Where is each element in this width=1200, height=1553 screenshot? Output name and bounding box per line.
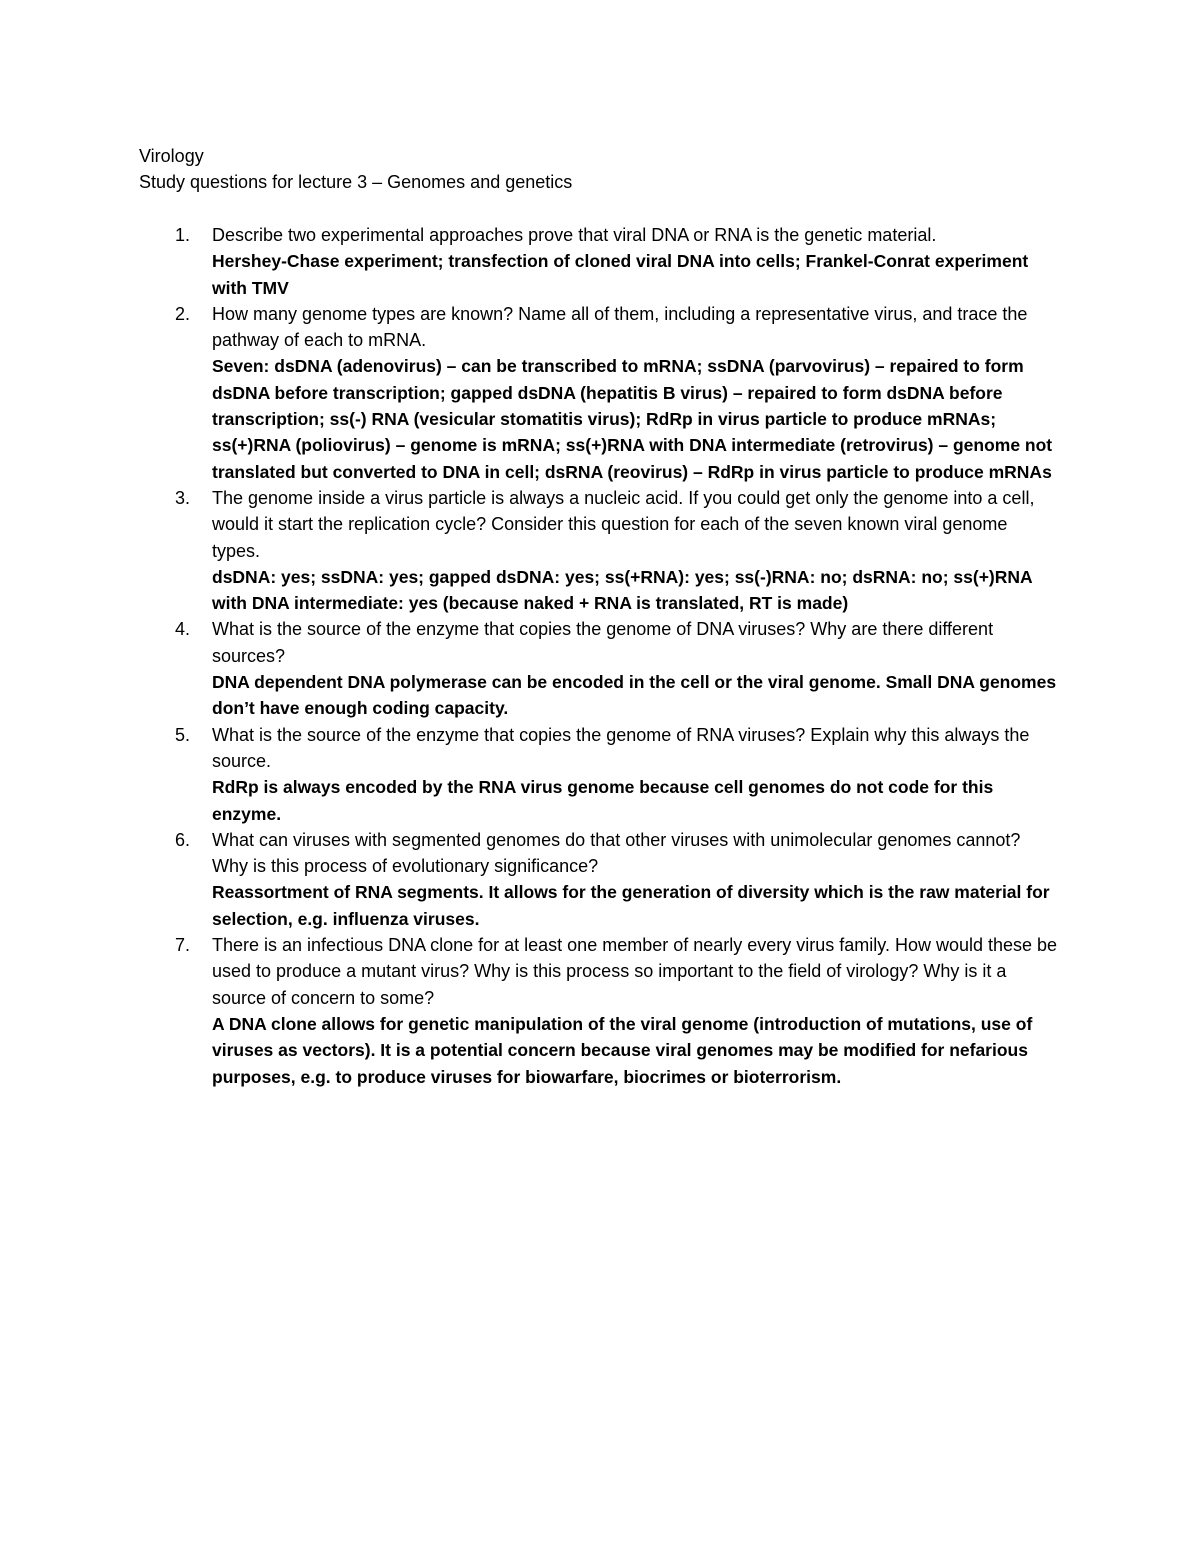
- course-title: Virology: [139, 146, 204, 166]
- question-item-4: [139, 616, 1059, 721]
- question-number: 6.: [175, 829, 191, 850]
- answer-text: Hershey-Chase experiment; transfection of cloned viral DNA into cells; Frankel-Conrat experiment with TMV: [212, 251, 1029, 298]
- document-header: [139, 143, 1059, 195]
- question-text: Describe two experimental approaches prove that viral DNA or RNA is the genetic material.: [212, 225, 937, 245]
- question-item-1: [139, 222, 1059, 301]
- question-number: 7.: [175, 935, 191, 956]
- question-number: 4.: [175, 619, 191, 640]
- question-item-3: [139, 485, 1059, 616]
- question-item-6: [139, 827, 1059, 932]
- question-list: [139, 222, 1059, 1090]
- question-text: What is the source of the enzyme that copies the genome of RNA viruses? Explain why this always the source.: [212, 724, 1030, 771]
- answer-text: Seven: dsDNA (adenovirus) – can be transcribed to mRNA; ssDNA (parvovirus) – repaired to form dsDNA before transcription; gapped dsDNA (hepatitis B virus) – repaired to form dsDNA before transcription; ss(-) RNA (vesicular stomatitis virus); RdRp in virus particle to produce mRNAs; ss(+)RNA (poliovirus) – genome is mRNA; ss(+)RNA with DNA intermediate (retrovirus) – genome not translated but converted to DNA in cell; dsRNA (reovirus) – RdRp in virus particle to produce mRNAs: [212, 356, 1053, 482]
- answer-text: Reassortment of RNA segments. It allows for the generation of diversity which is the raw material for selection, e.g. influenza viruses.: [212, 882, 1050, 929]
- answer-text: A DNA clone allows for genetic manipulation of the viral genome (introduction of mutations, use of viruses as vectors). It is a potential concern because viral genomes may be modified for nefarious purposes, e.g. to produce viruses for biowarfare, biocrimes or bioterrorism.: [212, 1013, 1033, 1087]
- answer-text: dsDNA: yes; ssDNA: yes; gapped dsDNA: yes; ss(+RNA): yes; ss(-)RNA: no; dsRNA: no; ss(+)RNA with DNA intermediate: yes (because naked + RNA is translated, RT is made): [212, 566, 1033, 614]
- question-number: 3.: [175, 487, 191, 508]
- question-number: 2.: [175, 303, 191, 324]
- question-number: 5.: [175, 724, 191, 745]
- question-text: What can viruses with segmented genomes do that other viruses with unimolecular genomes cannot? Why is this process of evolutionary significance?: [212, 829, 1021, 877]
- question-text: How many genome types are known? Name all of them, including a representative virus, and trace the pathway of each to mRNA.: [212, 303, 1028, 351]
- answer-text: DNA dependent DNA polymerase can be encoded in the cell or the viral genome. Small DNA genomes don’t have enough coding capacity.: [212, 672, 1057, 719]
- question-item-5: [139, 722, 1059, 827]
- question-item-7: [139, 932, 1059, 1090]
- answer-text: RdRp is always encoded by the RNA virus genome because cell genomes do not code for this enzyme.: [212, 777, 994, 824]
- question-number: 1.: [175, 225, 191, 245]
- question-text: What is the source of the enzyme that copies the genome of DNA viruses? Why are there different sources?: [212, 619, 994, 666]
- question-text: There is an infectious DNA clone for at least one member of nearly every virus family. How would these be used to produce a mutant virus? Why is this process so important to the field of virology? Why is it a source of concern to some?: [212, 935, 1058, 1008]
- question-item-2: [139, 301, 1059, 485]
- document-subtitle: Study questions for lecture 3 – Genomes and genetics: [139, 172, 573, 192]
- question-text: The genome inside a virus particle is always a nucleic acid. If you could get only the genome into a cell, would it start the replication cycle? Consider this question for each of the seven known viral genome types.: [212, 487, 1035, 561]
